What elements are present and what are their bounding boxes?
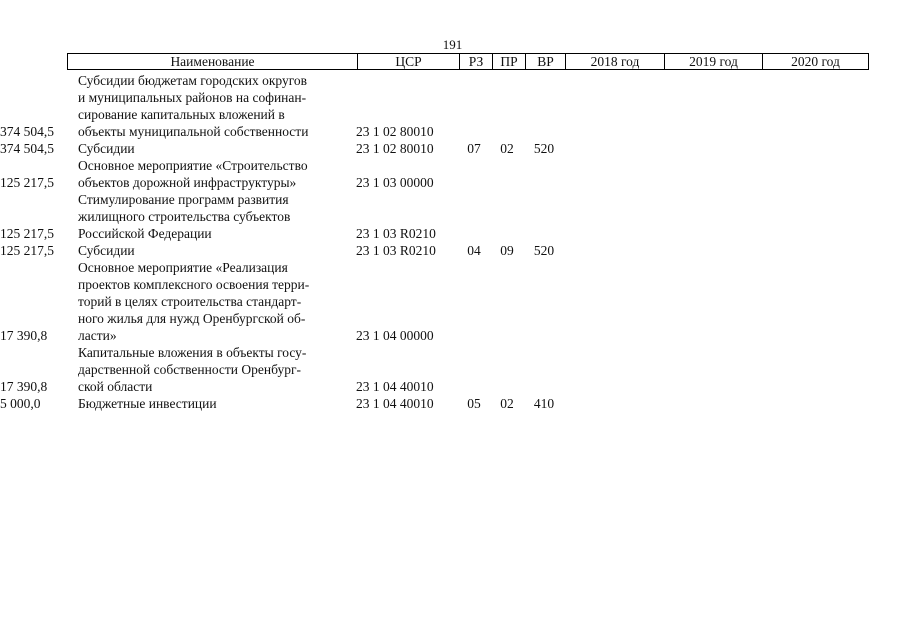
row-name: ской области [78,379,153,394]
table-row [0,191,905,208]
row-name: Бюджетные инвестиции [78,396,217,411]
row-rz: 05 [467,396,481,411]
row-2018: 17 390,8 [0,379,48,394]
table-row [0,174,905,191]
row-2018: 374 504,5 [0,124,54,139]
row-name: объектов дорожной инфраструктуры» [78,175,297,190]
table-header [67,53,869,70]
row-name: объекты муниципальной собственности [78,124,309,139]
row-2018: 17 390,8 [0,328,48,343]
row-csr: 23 1 04 00000 [356,328,434,343]
row-csr: 23 1 04 40010 [356,396,434,411]
header-csr: ЦСР [357,54,459,69]
row-csr: 23 1 03 R0210 [356,226,436,241]
row-name: ного жилья для нужд Оренбургской об- [78,311,306,326]
table-row [0,259,905,276]
row-name: ласти» [78,328,117,343]
table-row [0,89,905,106]
row-name: Капитальные вложения в объекты госу- [78,345,307,360]
row-csr: 23 1 02 80010 [356,141,434,156]
row-name: Субсидии бюджетам городских округов [78,73,308,88]
table-row [0,157,905,174]
table-row [0,395,905,412]
table-row [0,123,905,140]
header-vr: ВР [525,54,565,69]
header-2020: 2020 год [762,54,868,69]
header-2019: 2019 год [664,54,762,69]
row-vr: 520 [533,243,555,258]
table-row [0,72,905,89]
table-row [0,242,905,259]
table-row [0,293,905,310]
row-pr: 02 [500,141,514,156]
row-2018: 125 217,5 [0,226,54,241]
table-row [0,344,905,361]
table-row [0,106,905,123]
row-pr: 02 [500,396,514,411]
table-row [0,327,905,344]
row-name: Субсидии [78,243,135,258]
row-name: дарственной собственности Оренбург- [78,362,302,377]
row-pr: 09 [500,243,514,258]
row-name: торий в целях строительства стандарт- [78,294,302,309]
row-vr: 410 [533,396,555,411]
header-rz: РЗ [459,54,492,69]
row-name: Стимулирование программ развития [78,192,289,207]
table-row [0,310,905,327]
header-pr: ПР [492,54,525,69]
row-2018: 125 217,5 [0,175,54,190]
row-csr: 23 1 03 R0210 [356,243,436,258]
page-number: 191 [442,37,463,52]
row-name: сирование капитальных вложений в [78,107,285,122]
table-row [0,225,905,242]
row-2018: 374 504,5 [0,141,54,156]
table-row [0,361,905,378]
header-2018: 2018 год [565,54,664,69]
row-name: Основное мероприятие «Реализация [78,260,288,275]
row-name: проектов комплексного освоения терри- [78,277,310,292]
row-name: жилищного строительства субъектов [78,209,291,224]
header-name: Наименование [170,54,255,69]
row-vr: 520 [533,141,555,156]
row-name: Российской Федерации [78,226,212,241]
row-name: Субсидии [78,141,135,156]
row-rz: 04 [467,243,481,258]
table-row [0,140,905,157]
row-2018: 5 000,0 [0,396,41,411]
row-csr: 23 1 04 40010 [356,379,434,394]
row-name: Основное мероприятие «Строительство [78,158,308,173]
row-2018: 125 217,5 [0,243,54,258]
row-csr: 23 1 02 80010 [356,124,434,139]
row-rz: 07 [467,141,481,156]
table-row [0,276,905,293]
row-name: и муниципальных районов на софинан- [78,90,307,105]
table-row [0,378,905,395]
row-csr: 23 1 03 00000 [356,175,434,190]
table-row [0,208,905,225]
